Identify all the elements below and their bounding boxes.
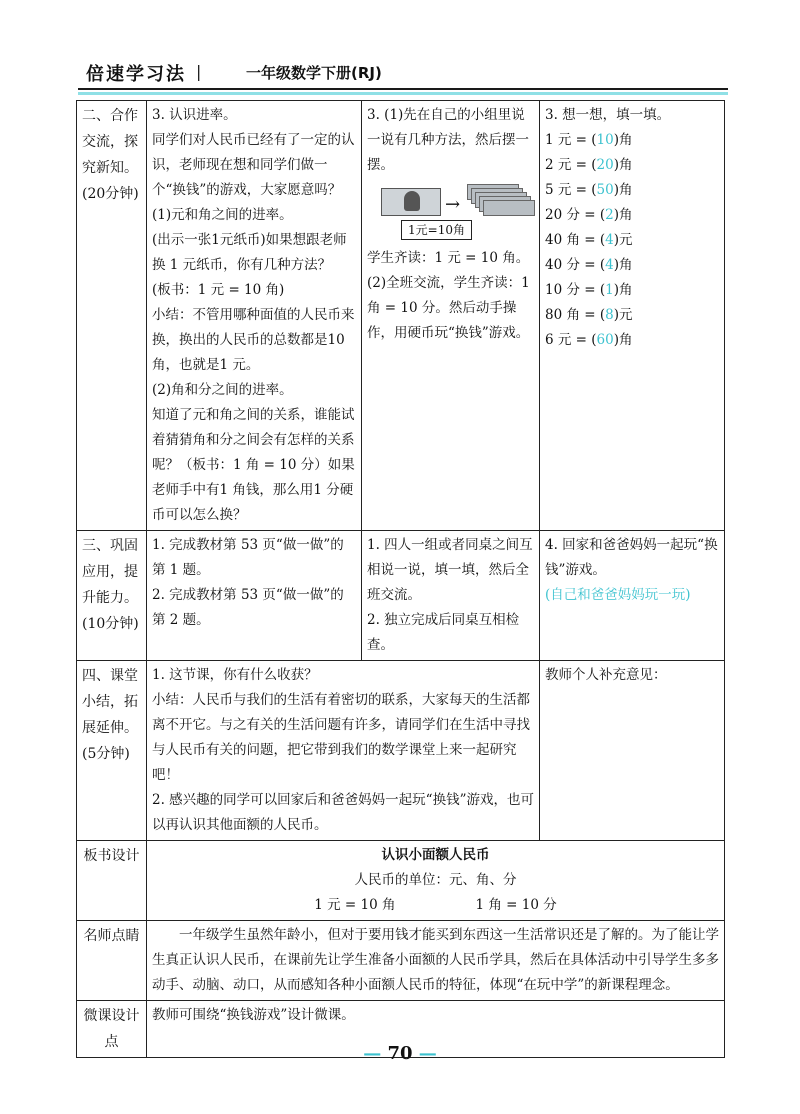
teacher-line: 同学们对人民币已经有了一定的认识，老师现在想和同学们做一个“换钱”的游戏，大家愿意吗？ xyxy=(152,132,355,198)
exercise-pre: 20 分 = ( xyxy=(545,207,606,223)
exercise-pre: 2 元 = ( xyxy=(545,157,597,173)
exercise-post: )元 xyxy=(613,307,633,323)
homework-answer: (自己和爸爸妈妈玩一玩) xyxy=(545,587,691,603)
board-label: 板书设计 xyxy=(77,841,147,921)
stage3-row xyxy=(77,531,725,661)
stage4-content xyxy=(147,661,540,841)
teacher-note-label: 教师个人补充意见： xyxy=(545,667,667,683)
teacher-line: 3. 认识进率。 xyxy=(152,107,237,123)
student-line: (2)全班交流，学生齐读：1 角 = 10 分。然后动手操作，用硬币玩“换钱”游戏。 xyxy=(367,275,530,341)
teacher-line: (出示一张1元纸币)如果想跟老师换 1 元纸币，你有几种方法？ xyxy=(152,232,347,273)
header-separator: | xyxy=(196,62,202,81)
exercise-item xyxy=(545,128,719,153)
exercise-item xyxy=(545,328,719,353)
exercise-pre: 6 元 = ( xyxy=(545,332,597,348)
arrow-right-icon: → xyxy=(445,194,461,215)
exercise-post: )角 xyxy=(613,207,633,223)
teacher-line: 2. 完成教材第 53 页“做一做”的第 2 题。 xyxy=(152,587,344,628)
board-title: 认识小面额人民币 xyxy=(381,847,490,863)
micro-label: 微课设计点 xyxy=(77,1001,147,1058)
exercise-pre: 40 角 = ( xyxy=(545,232,606,248)
board-content xyxy=(147,841,725,921)
teacher-note xyxy=(540,661,725,841)
homework-text: 4. 回家和爸爸妈妈一起玩“换钱”游戏。 xyxy=(545,537,718,578)
board-eq-jiao: 1 角 = 10 分 xyxy=(475,897,557,913)
student-line: 学生齐读：1 元 = 10 角。 xyxy=(367,250,530,266)
book-title: 一年级数学下册(RJ) xyxy=(246,64,382,82)
exercise-post: )角 xyxy=(613,282,633,298)
header-accent-rule xyxy=(78,92,728,95)
stage4-row xyxy=(77,661,725,841)
teacher-line: 知道了元和角之间的关系，谁能试着猜猜角和分之间会有怎样的关系呢？（板书：1 角 = 10 分）如果老师手中有1 角钱，那么用1 分硬币可以怎么换？ xyxy=(152,407,355,523)
stage2-exercises xyxy=(540,101,725,531)
student-line: 1. 四人一组或者同桌之间互相说一说，填一填，然后全班交流。 xyxy=(367,537,533,603)
summary-line: 小结：人民币与我们的生活有着密切的联系，大家每天的生活都离不开它。与之有关的生活问题有许多，请同学们在生活中寻找与人民币有关的问题，把它带到我们的数学课堂上来一起研究吧！ xyxy=(152,692,530,783)
figure-label: 1元=10角 xyxy=(401,220,472,240)
exercise-answer: 50 xyxy=(596,182,614,198)
money-exchange-figure xyxy=(367,182,534,242)
exercise-post: )元 xyxy=(613,232,633,248)
exercise-post: )角 xyxy=(613,332,633,348)
board-eq-yuan: 1 元 = 10 角 xyxy=(314,897,396,913)
student-line: 2. 独立完成后同桌互相检查。 xyxy=(367,612,520,653)
exercise-item xyxy=(545,153,719,178)
board-row xyxy=(77,841,725,921)
exercise-answer: 8 xyxy=(605,307,614,323)
teacher-line: (1)元和角之间的进率。 xyxy=(152,207,293,223)
exercise-answer: 1 xyxy=(605,282,614,298)
stage2-row xyxy=(77,101,725,531)
lesson-table xyxy=(76,100,725,1058)
exercise-answer: 60 xyxy=(596,332,614,348)
exercise-item xyxy=(545,303,719,328)
comment-text: 一年级学生虽然年龄小，但对于要用钱才能买到东西这一生活常识还是了解的。为了能让学生真正认识人民币，在课前先让学生准备小面额的人民币学具，然后在具体活动中引导学生多多动手、动脑、动口，从而感知各种小面额人民币的特征，体现“在玩中学”的新课程理念。 xyxy=(152,927,719,993)
stage3-label: 三、巩固应用，提升能力。(10分钟) xyxy=(77,531,147,661)
comment-label: 名师点睛 xyxy=(77,921,147,1001)
exercise-answer: 10 xyxy=(596,132,614,148)
exercise-post: )角 xyxy=(613,257,633,273)
teacher-line: 小结：不管用哪种面值的人民币来换，换出的人民币的总数都是10 角，也就是1 元。 xyxy=(152,307,355,373)
exercise-item xyxy=(545,278,719,303)
stage4-label: 四、课堂小结，拓展延伸。(5分钟) xyxy=(77,661,147,841)
comment-row xyxy=(77,921,725,1001)
one-yuan-bill-icon xyxy=(381,188,441,216)
teacher-line: (板书：1 元 = 10 角) xyxy=(152,282,285,298)
exercise-post: )角 xyxy=(613,157,633,173)
stage3-student xyxy=(362,531,540,661)
board-equations xyxy=(152,893,719,918)
exercise-answer: 4 xyxy=(605,257,614,273)
stage3-teacher xyxy=(147,531,362,661)
stage2-student xyxy=(362,101,540,531)
exercise-pre: 40 分 = ( xyxy=(545,257,606,273)
exercise-pre: 5 元 = ( xyxy=(545,182,597,198)
exercise-post: )角 xyxy=(613,182,633,198)
page-number-value: 70 xyxy=(387,1043,413,1064)
summary-line: 2. 感兴趣的同学可以回家后和爸爸妈妈一起玩“换钱”游戏，也可以再认识其他面额的人民币。 xyxy=(152,792,534,833)
board-units: 人民币的单位：元、角、分 xyxy=(354,872,517,888)
exercise-item xyxy=(545,178,719,203)
stage2-label: 二、合作交流，探究新知。(20分钟) xyxy=(77,101,147,531)
exercise-answer: 4 xyxy=(605,232,614,248)
teacher-line: (2)角和分之间的进率。 xyxy=(152,382,293,398)
exercise-item xyxy=(545,203,719,228)
micro-text: 教师可围绕“换钱游戏”设计微课。 xyxy=(152,1007,355,1023)
page-header xyxy=(78,52,728,92)
exercise-item xyxy=(545,253,719,278)
comment-content xyxy=(147,921,725,1001)
exercise-pre: 1 元 = ( xyxy=(545,132,597,148)
exercise-pre: 80 角 = ( xyxy=(545,307,606,323)
summary-line: 1. 这节课，你有什么收获？ xyxy=(152,667,318,683)
exercise-answer: 20 xyxy=(596,157,614,173)
header-rule xyxy=(78,88,728,90)
exercise-post: )角 xyxy=(613,132,633,148)
exercise-title: 3. 想一想，填一填。 xyxy=(545,107,671,123)
page-number: — 70 — xyxy=(363,1043,437,1064)
teacher-line: 1. 完成教材第 53 页“做一做”的第 1 题。 xyxy=(152,537,344,578)
exercise-pre: 10 分 = ( xyxy=(545,282,606,298)
jiao-stack-icon xyxy=(467,184,533,224)
exercise-item xyxy=(545,228,719,253)
stage3-homework xyxy=(540,531,725,661)
exercise-answer: 2 xyxy=(605,207,614,223)
student-line: 3. (1)先在自己的小组里说一说有几种方法，然后摆一摆。 xyxy=(367,107,529,173)
stage2-teacher xyxy=(147,101,362,531)
brand-title: 倍速学习法 xyxy=(86,64,186,85)
